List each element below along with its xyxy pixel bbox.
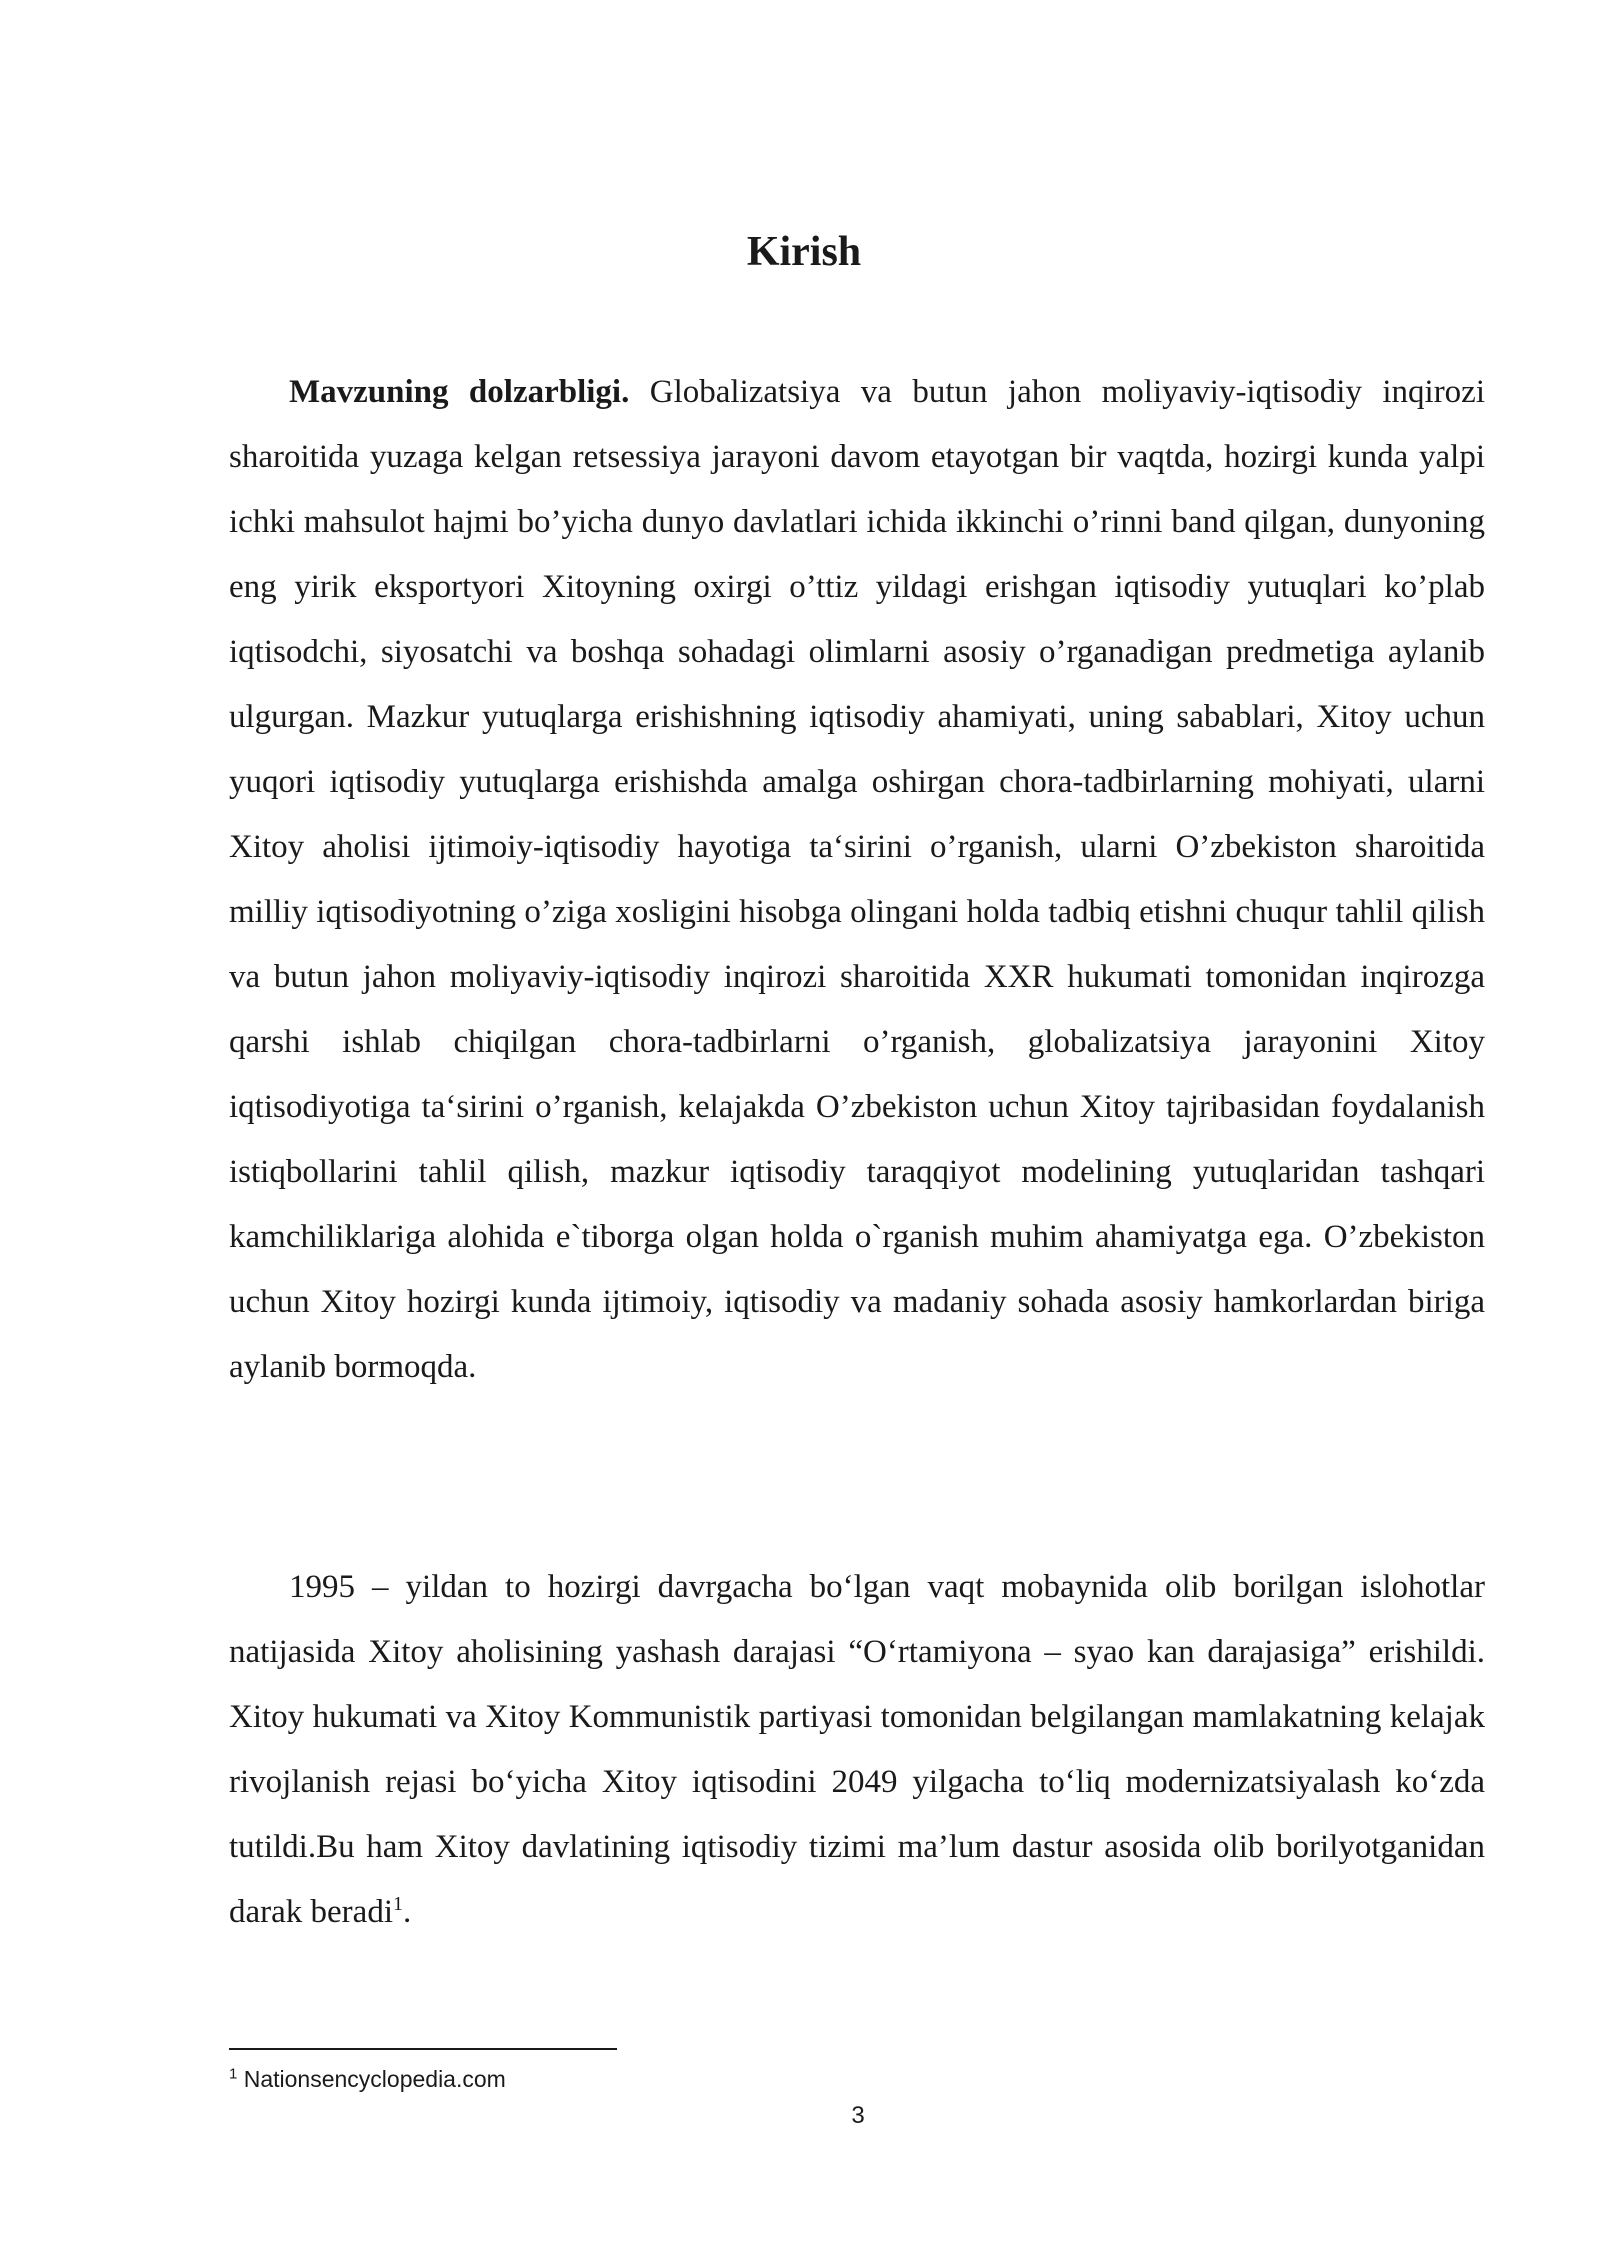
footnote-text: Nationsencyclopedia.com <box>237 2066 506 2092</box>
footnote <box>229 2064 506 2094</box>
paragraph-text: Globalizatsiya va butun jahon moliyaviy-iqtisodiy inqirozi sharoitida yuzaga kelgan retsessiya jarayoni davom etayotgan bir vaqtda, hozirgi kunda yalpi ichki mahsulot hajmi bo’yicha dunyo davlatlari ichida ikkinchi o’rinni band qilgan, dunyoning eng yirik eksportyori Xitoyning oxirgi o’ttiz yildagi erishgan iqtisodiy yutuqlari ko’plab iqtisodchi, siyosatchi va boshqa sohadagi olimlarni asosiy o’rganadigan predmetiga aylanib ulgurgan. Mazkur yutuqlarga erishishning iqtisodiy ahamiyati, uning sabablari, Xitoy uchun yuqori iqtisodiy yutuqlarga erishishda amalga oshirgan chora-tadbirlarning mohiyati, ularni Xitoy aholisi ijtimoiy-iqtisodiy hayotiga ta‘sirini o’rganish, ularni O’zbekiston sharoitida milliy iqtisodiyotning o’ziga xosligini hisobga olingani holda tadbiq etishni chuqur tahlil qilish va butun jahon moliyaviy-iqtisodiy inqirozi sharoitida XXR hukumati tomonidan inqirozga qarshi ishlab chiqilgan chora-tadbirlarni o’rganish, globalizatsiya jarayonini Xitoy iqtisodiyotiga ta‘sirini o’rganish, kelajakda O’zbekiston uchun Xitoy tajribasidan foydalanish istiqbollarini tahlil qilish, mazkur iqtisodiy taraqqiyot modelining yutuqlaridan tashqari kamchiliklariga alohida e`tiborga olgan holda o`rganish muhim ahamiyatga ega. O’zbekiston uchun Xitoy hozirgi kunda ijtimoiy, iqtisodiy va madaniy sohada asosiy hamkorlardan biriga aylanib bormoqda. <box>229 374 1485 1385</box>
page-number: 3 <box>851 2102 865 2129</box>
footnote-separator <box>229 2048 617 2050</box>
section-lead-heading: Mavzuning dolzarbligi. <box>289 374 630 410</box>
paragraph-relevance <box>229 360 1485 1400</box>
paragraph-end: . <box>403 1894 412 1930</box>
footnote-marker: 1 <box>229 2065 238 2083</box>
page-title: Kirish <box>746 229 862 275</box>
paragraph-reforms <box>229 1555 1485 1945</box>
footnote-reference[interactable]: 1 <box>393 1893 403 1915</box>
paragraph-text: 1995 – yildan to hozirgi davrgacha bo‘lgan vaqt mobaynida olib borilgan islohotlar natijasida Xitoy aholisining yashash darajasi “O‘rtamiyona – syao kan darajasiga” erishildi. Xitoy hukumati va Xitoy Kommunistik partiyasi tomonidan belgilangan mamlakatning kelajak rivojlanish rejasi bo‘yicha Xitoy iqtisodini 2049 yilgacha to‘liq modernizatsiyalash ko‘zda tutildi.Bu ham Xitoy davlatining iqtisodiy tizimi ma’lum dastur asosida olib borilyotganidan darak beradi <box>229 1569 1485 1930</box>
